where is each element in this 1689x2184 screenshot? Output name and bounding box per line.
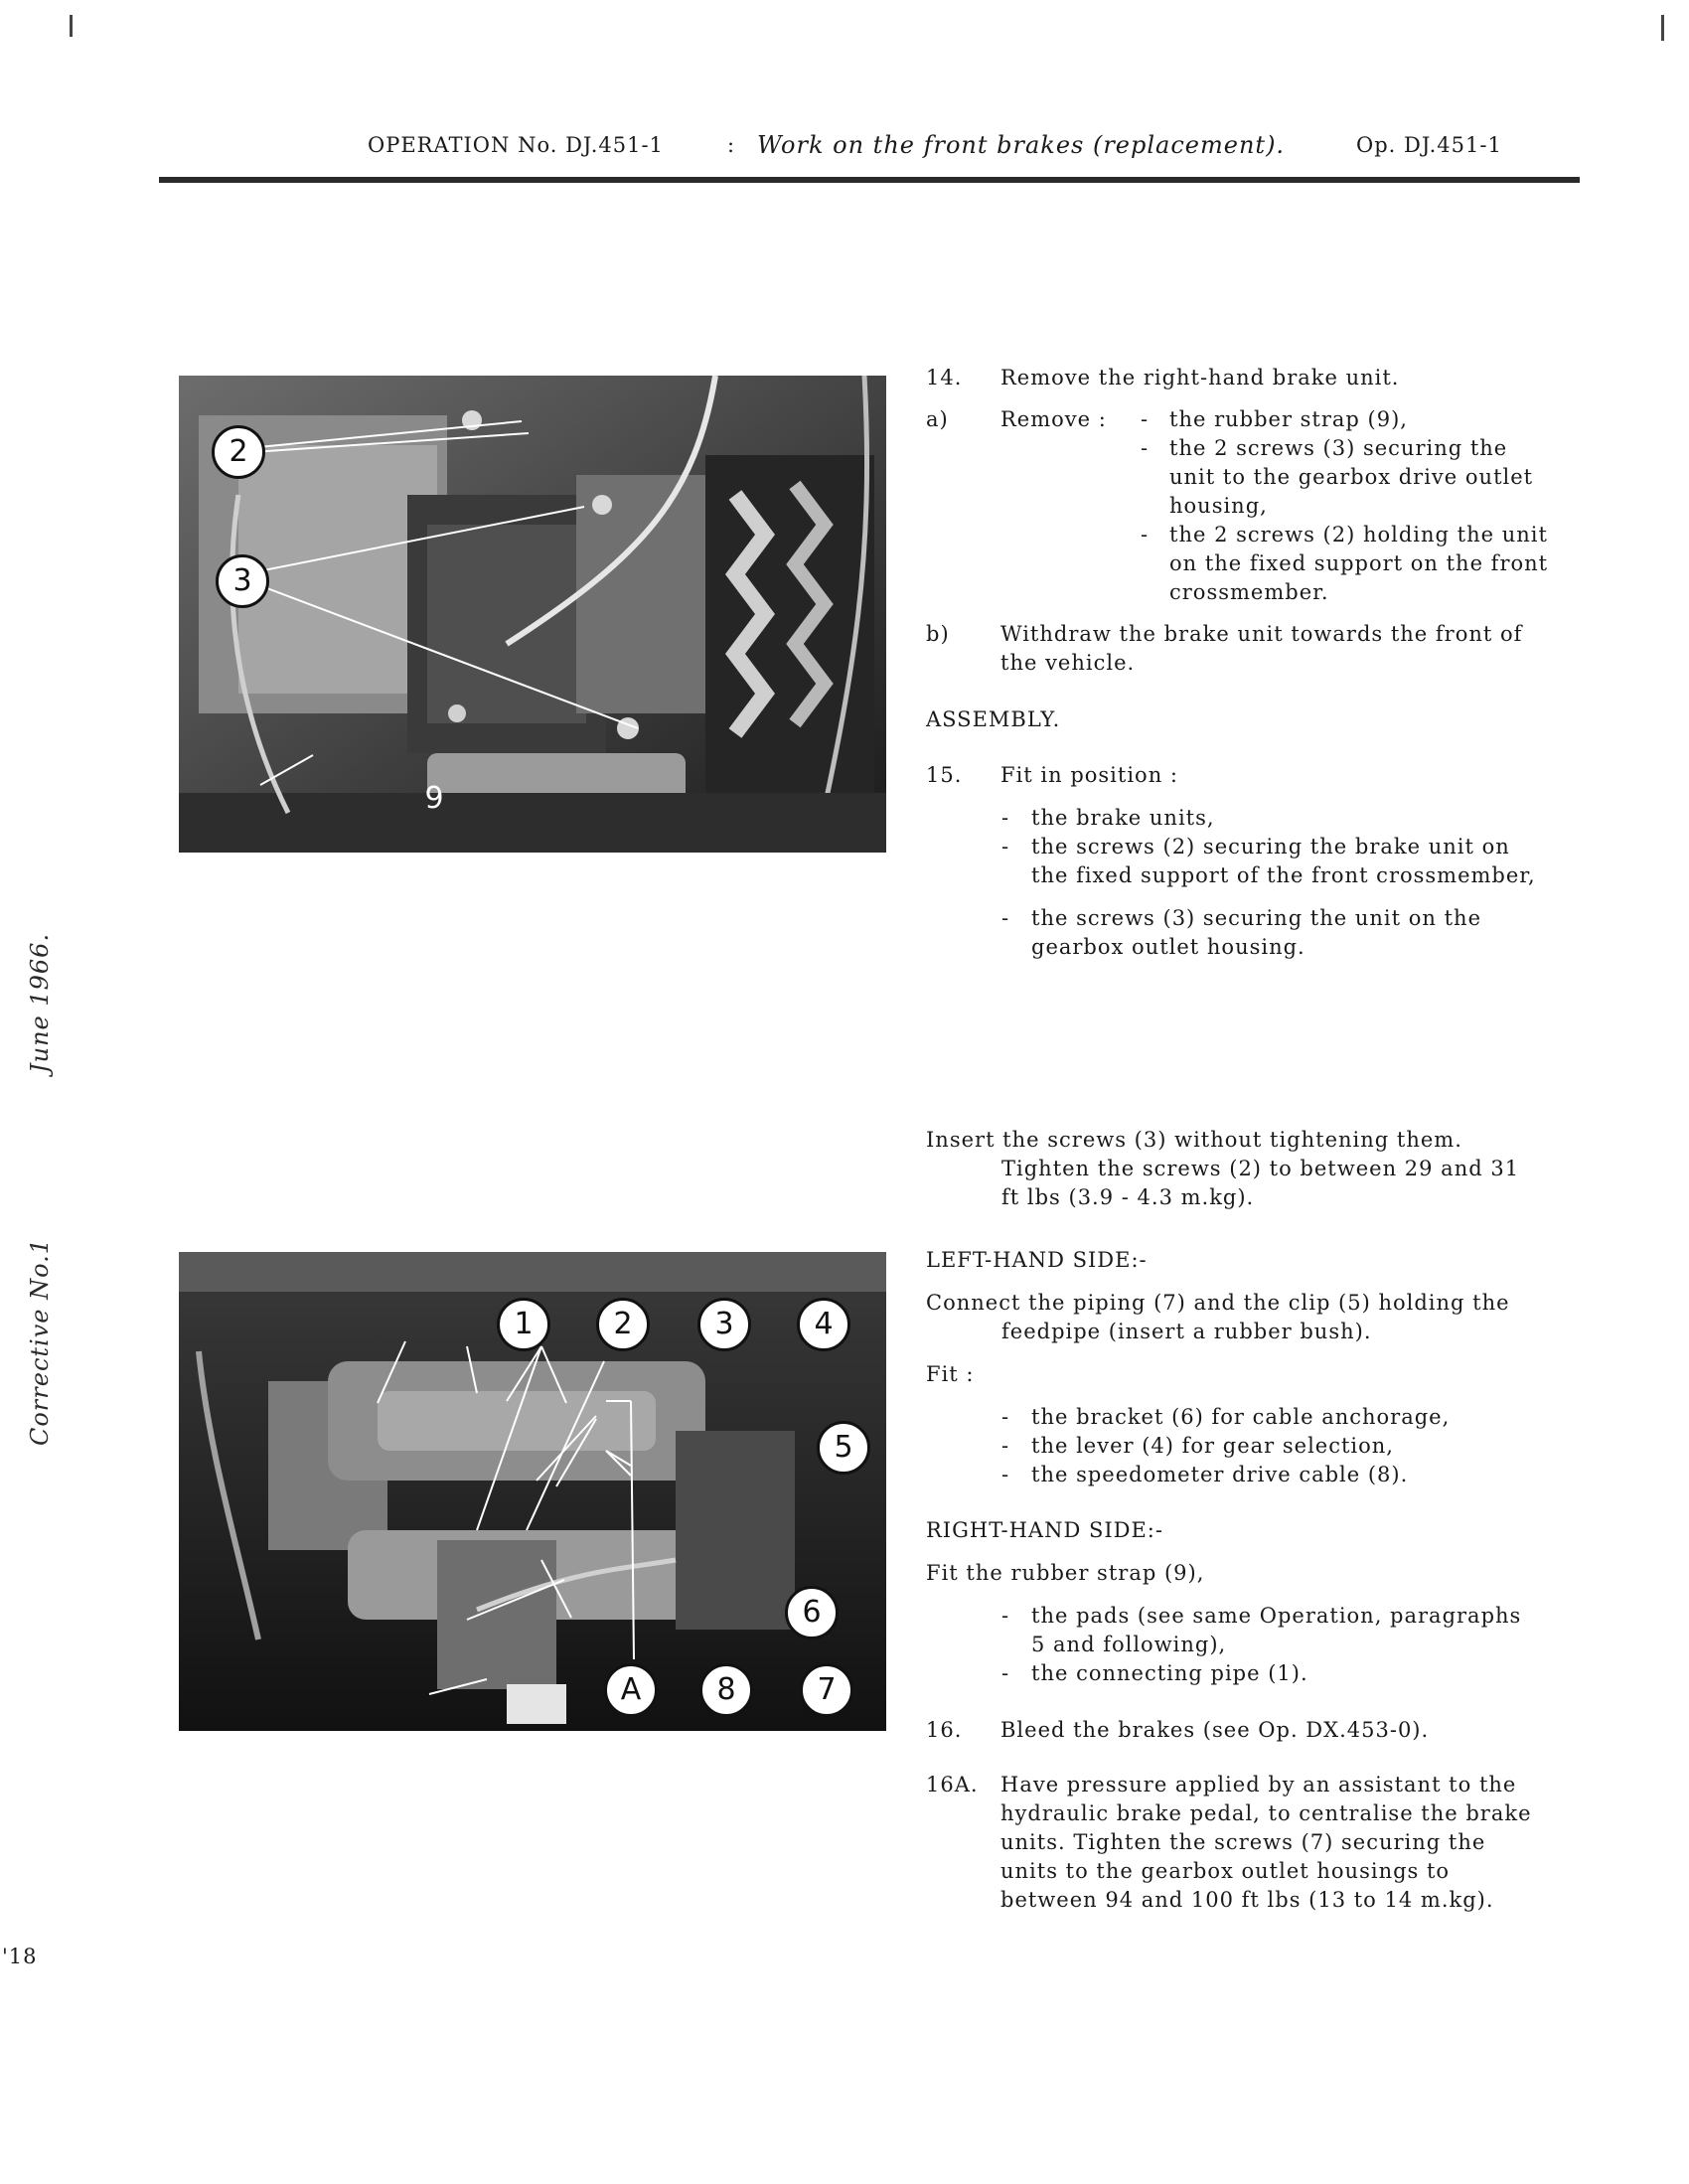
step-15-item-3-line-1: the screws (3) securing the unit on the <box>1031 906 1481 930</box>
photo-engine-detail <box>179 376 886 853</box>
step-14a-item-3-line-2: on the fixed support on the front <box>1169 551 1549 575</box>
insert-line-1: Insert the screws (3) without tightening them. <box>926 1128 1462 1152</box>
callout-4: 4 <box>797 1298 850 1351</box>
header-rule <box>159 177 1580 183</box>
right-side-item-2: the connecting pipe (1). <box>1031 1661 1308 1685</box>
step-15-item-2-line-1: the screws (2) securing the brake unit on <box>1031 835 1510 858</box>
right-side-item-1-line-1: the pads (see same Operation, paragraphs <box>1031 1604 1522 1628</box>
photo-right-brake-unit <box>179 376 886 853</box>
step-14b-line-2: the vehicle. <box>1000 651 1136 675</box>
step-14a-item-2-line-2: unit to the gearbox drive outlet <box>1169 465 1534 489</box>
callout-2: 2 <box>212 425 265 479</box>
callout-7: 7 <box>800 1663 853 1717</box>
insert-line-3: ft lbs (3.9 - 4.3 m.kg). <box>1001 1185 1255 1209</box>
page-number: '18 <box>2 1945 38 1968</box>
step-14a-item-2-line-3: housing, <box>1169 494 1268 518</box>
dash: - <box>1141 407 1150 431</box>
step-15-text: Fit in position : <box>1000 763 1178 787</box>
dash: - <box>1001 835 1010 858</box>
header-operation: OPERATION No. DJ.451-1 <box>368 133 664 157</box>
left-side-connect-line-2: feedpipe (insert a rubber bush). <box>1001 1320 1372 1343</box>
right-side-heading: RIGHT-HAND SIDE:- <box>926 1518 1163 1542</box>
callout-A: A <box>604 1663 658 1717</box>
step-15-item-3-line-2: gearbox outlet housing. <box>1031 935 1305 959</box>
left-side-item-3: the speedometer drive cable (8). <box>1031 1463 1409 1486</box>
step-16a-number: 16A. <box>926 1773 979 1796</box>
step-16a-line-3: units. Tighten the screws (7) securing the <box>1000 1830 1486 1854</box>
assembly-heading: ASSEMBLY. <box>926 707 1061 731</box>
step-16-number: 16. <box>926 1718 963 1742</box>
right-side-fit: Fit the rubber strap (9), <box>926 1561 1205 1585</box>
step-14a-item-2-line-1: the 2 screws (3) securing the <box>1169 436 1508 460</box>
left-side-item-1: the bracket (6) for cable anchorage, <box>1031 1405 1451 1429</box>
dash: - <box>1001 1434 1010 1458</box>
callout-2: 2 <box>596 1298 650 1351</box>
side-date: June 1966. <box>26 932 54 1073</box>
callout-3: 3 <box>697 1298 751 1351</box>
step-15-number: 15. <box>926 763 963 787</box>
step-14a-lead: Remove : <box>1000 407 1107 431</box>
step-15-item-2-line-2: the fixed support of the front crossmember, <box>1031 863 1536 887</box>
step-14b-label: b) <box>926 622 950 646</box>
right-side-item-1-line-2: 5 and following), <box>1031 1633 1227 1656</box>
step-14a-item-1: the rubber strap (9), <box>1169 407 1408 431</box>
step-15-item-1: the brake units, <box>1031 806 1215 830</box>
left-side-connect-line-1: Connect the piping (7) and the clip (5) holding the <box>926 1291 1510 1315</box>
callout-9: 9 <box>424 781 444 816</box>
header-ref: Op. DJ.451-1 <box>1356 133 1502 157</box>
left-side-item-2: the lever (4) for gear selection, <box>1031 1434 1394 1458</box>
header-title: Work on the front brakes (replacement). <box>757 131 1286 159</box>
step-14b-line-1: Withdraw the brake unit towards the front of <box>1000 622 1523 646</box>
step-14a-item-3-line-1: the 2 screws (2) holding the unit <box>1169 523 1548 546</box>
header-separator: : <box>727 133 736 157</box>
scan-mark-left <box>70 15 73 37</box>
dash: - <box>1141 436 1150 460</box>
photo-brake-assembly <box>179 1252 886 1731</box>
dash: - <box>1001 806 1010 830</box>
dash: - <box>1141 523 1150 546</box>
step-16a-line-5: between 94 and 100 ft lbs (13 to 14 m.kg). <box>1000 1888 1494 1912</box>
callout-6: 6 <box>785 1586 839 1639</box>
step-16-text: Bleed the brakes (see Op. DX.453-0). <box>1000 1718 1430 1742</box>
dash: - <box>1001 1463 1010 1486</box>
step-14-text: Remove the right-hand brake unit. <box>1000 366 1400 390</box>
scan-mark-right <box>1661 15 1664 41</box>
dash: - <box>1001 1405 1010 1429</box>
step-14a-item-3-line-3: crossmember. <box>1169 580 1329 604</box>
step-16a-line-2: hydraulic brake pedal, to centralise the brake <box>1000 1801 1532 1825</box>
callout-8: 8 <box>699 1663 753 1717</box>
callout-3: 3 <box>216 554 269 608</box>
step-16a-line-1: Have pressure applied by an assistant to the <box>1000 1773 1517 1796</box>
callout-1: 1 <box>497 1298 550 1351</box>
dash: - <box>1001 1661 1010 1685</box>
dash: - <box>1001 1604 1010 1628</box>
side-corrective: Corrective No.1 <box>26 1237 54 1446</box>
dash: - <box>1001 906 1010 930</box>
step-16a-line-4: units to the gearbox outlet housings to <box>1000 1859 1451 1883</box>
left-side-fit: Fit : <box>926 1362 975 1386</box>
insert-line-2: Tighten the screws (2) to between 29 and 31 <box>1001 1157 1520 1180</box>
left-side-heading: LEFT-HAND SIDE:- <box>926 1248 1148 1272</box>
step-14a-label: a) <box>926 407 949 431</box>
callout-5: 5 <box>817 1421 870 1475</box>
step-14-number: 14. <box>926 366 963 390</box>
